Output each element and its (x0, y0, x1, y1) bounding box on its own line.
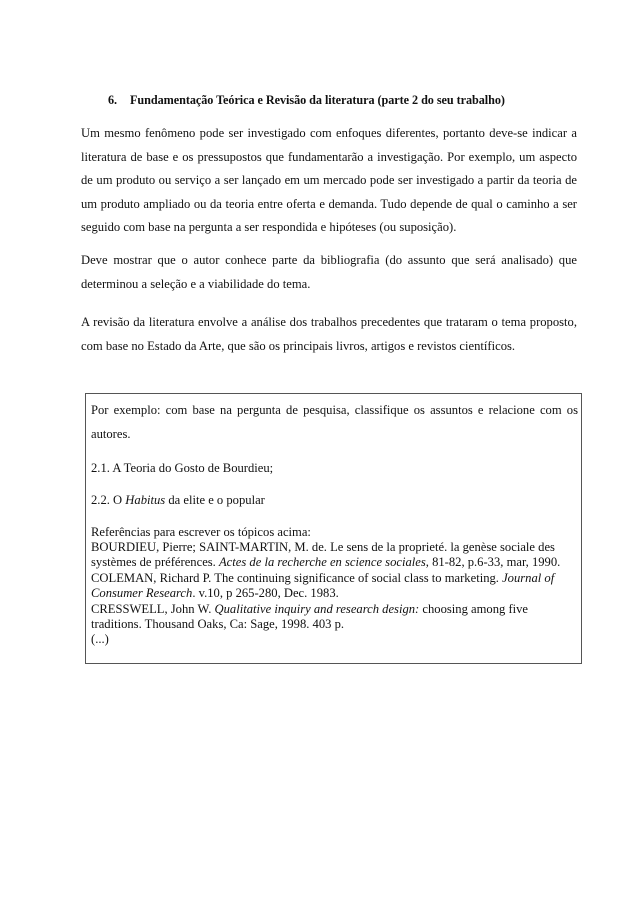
topic-2-italic: Habitus (125, 493, 166, 507)
reference-text: CRESSWELL, John W. (91, 601, 215, 616)
example-box (85, 393, 582, 664)
reference-italic: Actes de la recherche en science sociales (218, 555, 426, 570)
reference-coleman (91, 571, 578, 602)
reference-cresswell (91, 602, 578, 633)
topic-1: 2.1. A Teoria do Gosto de Bourdieu; (91, 461, 274, 475)
reference-italic: Qualitative inquiry and research design: (214, 601, 420, 616)
reference-bourdieu (91, 540, 578, 571)
reference-text: COLEMAN, Richard P. The continuing significance of social class to marketing. (91, 570, 503, 585)
paragraph-3: A revisão da literatura envolve a análise dos trabalhos precedentes que trataram o tema proposto, com base no Estado da Arte, que são os principais livros, artigos e revistos científicos. (81, 315, 577, 353)
example-intro: Por exemplo: com base na pergunta de pesquisa, classifique os assuntos e relacione com os autores. (91, 403, 578, 441)
section-number: 6. (108, 93, 118, 107)
section-title: Fundamentação Teórica e Revisão da literatura (parte 2 do seu trabalho) (130, 93, 505, 107)
paragraph-1: Um mesmo fenômeno pode ser investigado com enfoques diferentes, portanto deve-se indicar a literatura de base e os pressupostos que fundamentarão a investigação. Por exemplo, um aspecto de um produto ou serviço a ser lançado em um mercado pode ser investigado a partir da teoria de um produto ampliado ou da teoria entre oferta e demanda. Tudo depende de qual o caminho a ser seguido com base na pergunta a ser respondida e hipóteses (ou suposição). (81, 126, 577, 235)
references-ellipsis: (...) (91, 632, 109, 647)
topic-2-suffix: da elite e o popular (165, 493, 265, 507)
reference-text: BOURDIEU, Pierre; SAINT-MARTIN, M. de. Le sens de la proprieté. la genèse sociale des systèmes de préférences. (91, 540, 555, 570)
references-list (91, 540, 578, 648)
topic-2-prefix: 2.2. O (91, 493, 126, 507)
references-label: Referências para escrever os tópicos acima: (91, 525, 311, 539)
reference-text: choosing among five traditions. Thousand Oaks, Ca: Sage, 1998. 403 p. (91, 601, 529, 632)
paragraph-2: Deve mostrar que o autor conhece parte da bibliografia (do assunto que será analisado) que determinou a seleção e a viabilidade do tema. (81, 253, 577, 291)
reference-text: . v.10, p 265-280, Dec. 1983. (192, 586, 339, 601)
topic-2 (91, 492, 578, 508)
reference-text: , 81-82, p.6-33, mar, 1990. (425, 555, 561, 570)
example-box-content (91, 398, 578, 648)
reference-italic: Journal of Consumer Research (91, 570, 555, 601)
section-heading (108, 93, 505, 108)
